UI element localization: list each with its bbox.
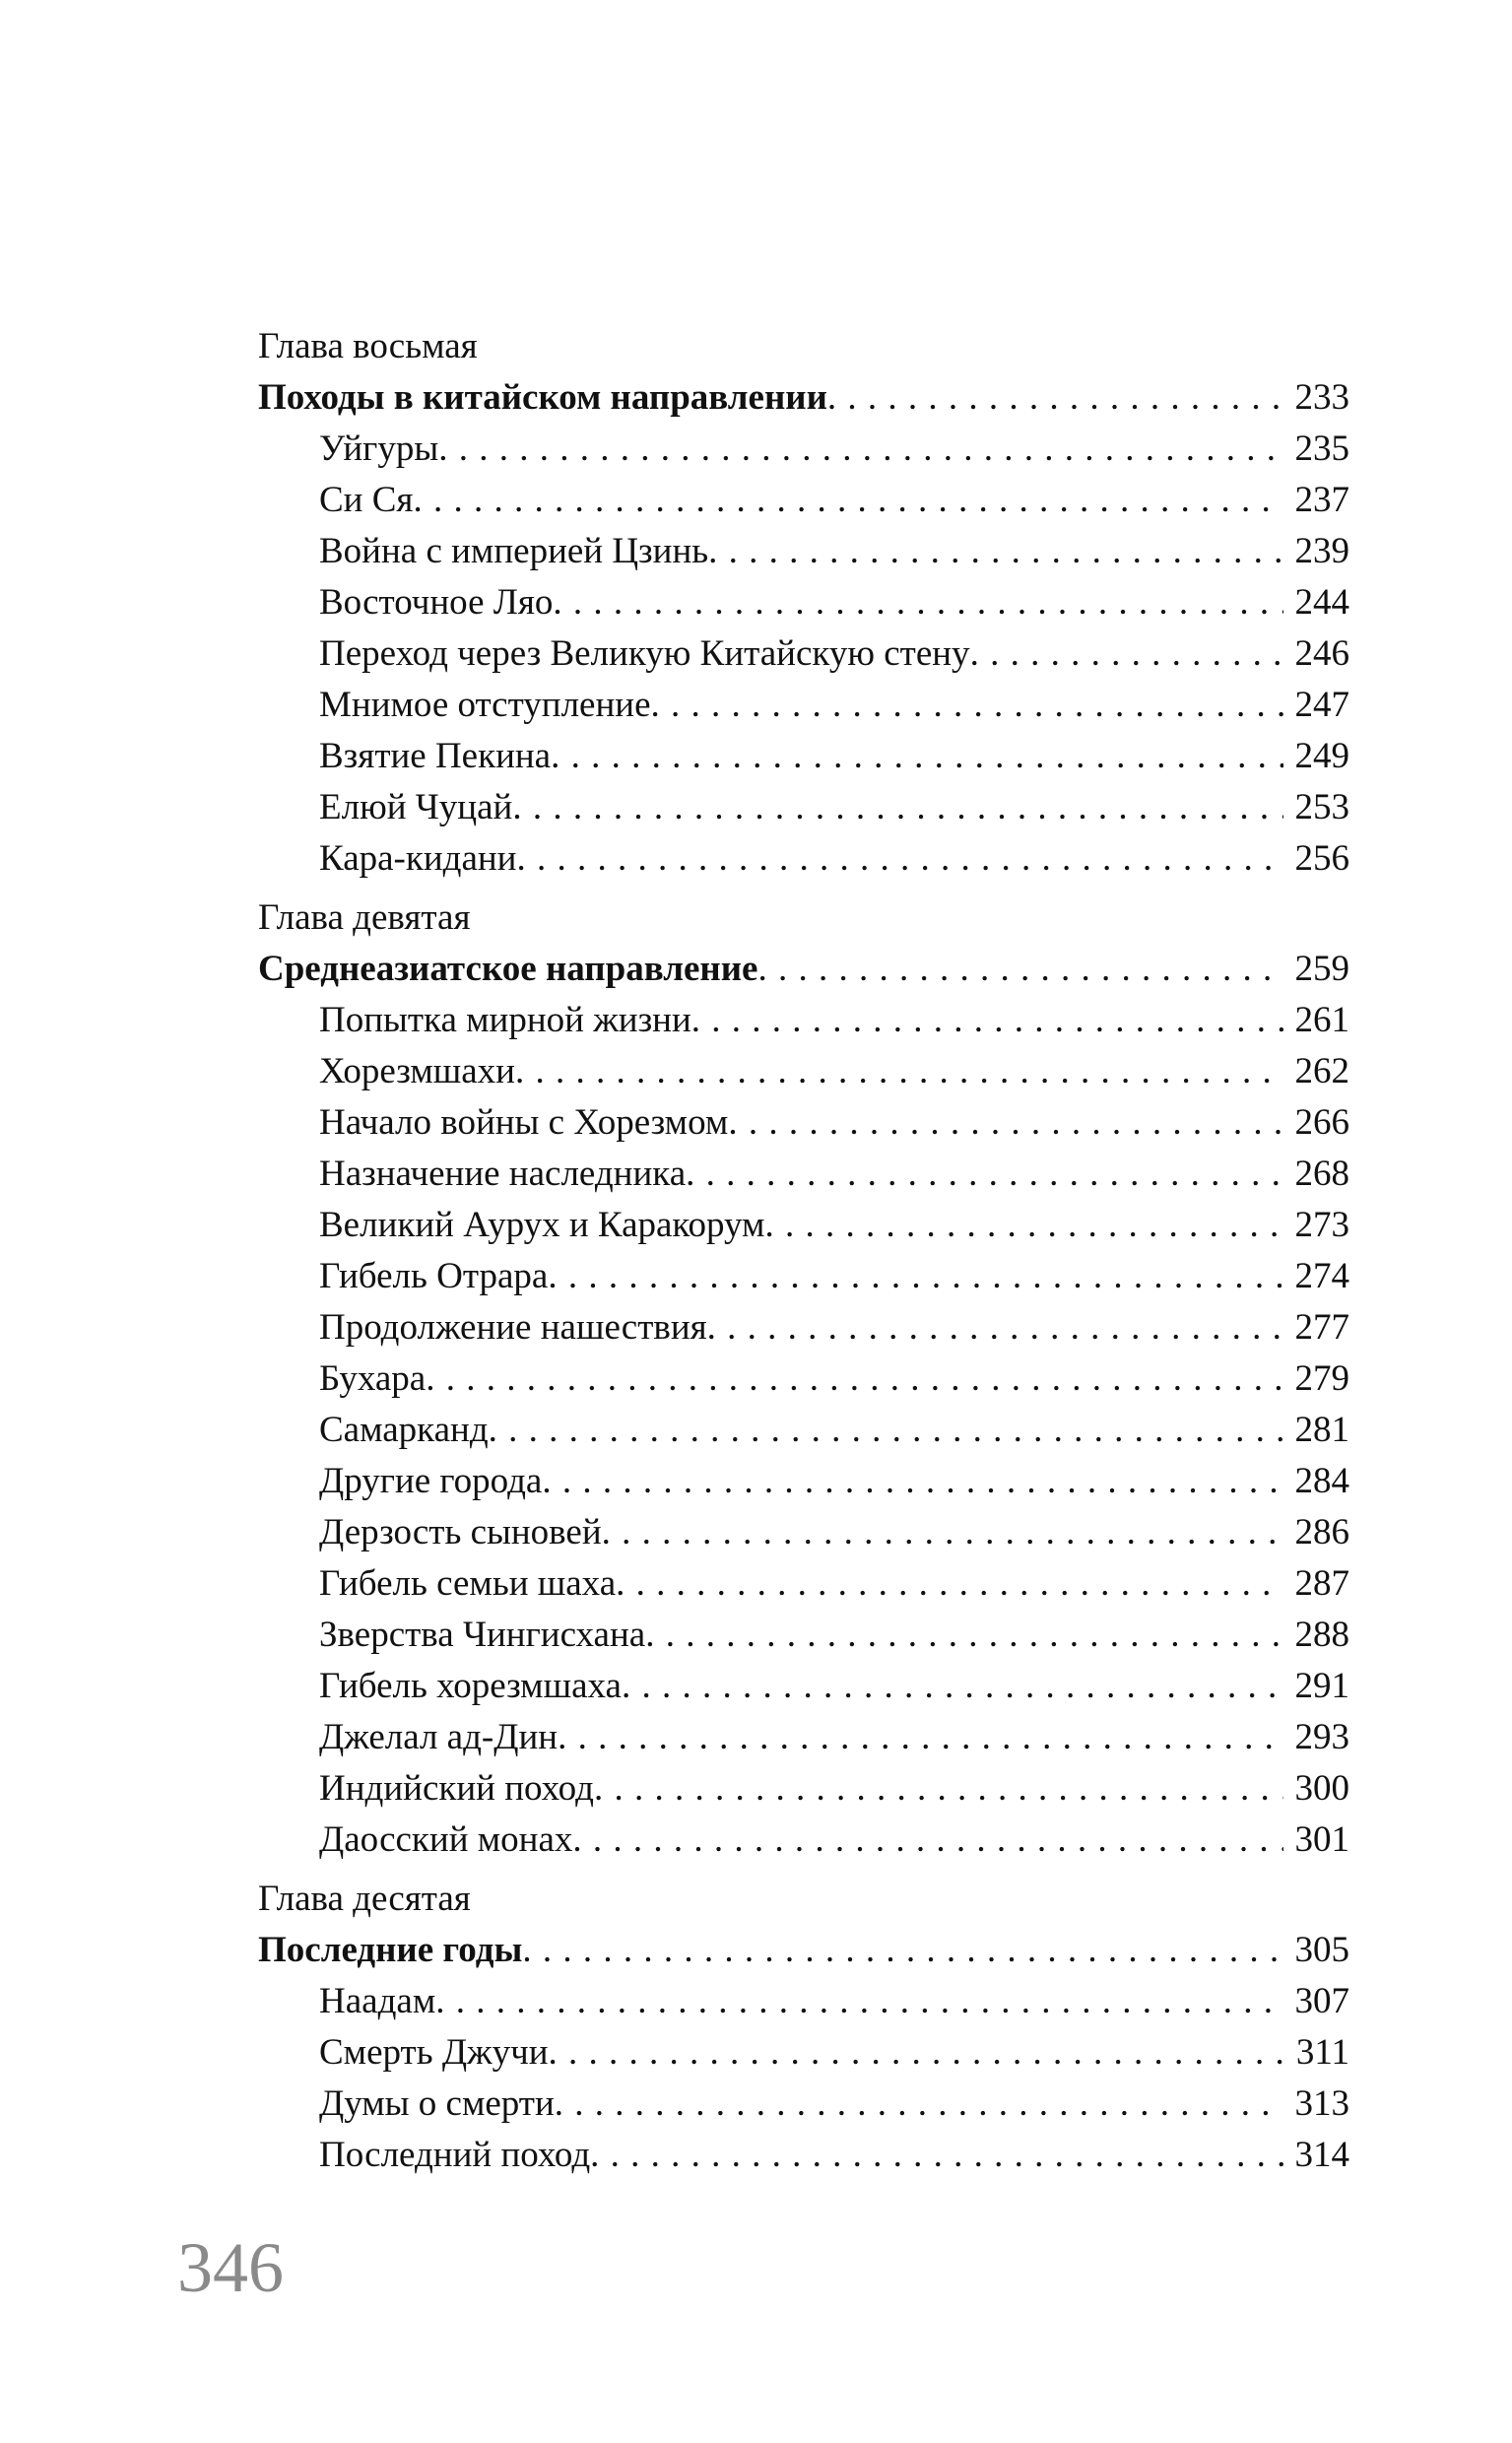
section-entry[interactable] — [258, 1046, 1349, 1097]
section-entry-page: 261 — [1283, 995, 1350, 1046]
section-entry[interactable] — [258, 475, 1349, 526]
section-entry-title: Даосский монах — [319, 1819, 573, 1860]
section-entry[interactable] — [258, 2130, 1349, 2181]
section-entry-page: 311 — [1284, 2027, 1349, 2079]
section-entry[interactable] — [258, 1976, 1349, 2027]
section-entry[interactable] — [258, 1302, 1349, 1354]
section-entry-page: 301 — [1283, 1815, 1350, 1866]
section-entry-title: Гибель семьи шаха — [319, 1563, 617, 1604]
section-entry-page: 247 — [1283, 680, 1350, 731]
section-entry[interactable] — [258, 424, 1349, 475]
section-entry[interactable] — [258, 628, 1349, 680]
dot-leader — [426, 1358, 1349, 1399]
dot-leader — [622, 1666, 1349, 1706]
dot-leader — [413, 480, 1349, 520]
section-entry-title: Си Ся — [319, 480, 414, 520]
section-entry[interactable] — [258, 731, 1349, 782]
dot-leader — [548, 1256, 1349, 1296]
section-entry[interactable] — [258, 1610, 1349, 1661]
dot-leader — [515, 1051, 1349, 1091]
dot-leader — [651, 685, 1350, 725]
section-entry[interactable] — [258, 1712, 1349, 1763]
chapter-entry-page: 305 — [1283, 1925, 1350, 1976]
section-entry-page: 253 — [1283, 782, 1350, 833]
dot-leader — [691, 1000, 1349, 1040]
section-entry-title: Переход через Великую Китайскую стену — [319, 633, 970, 674]
section-entry-title: Дерзость сыновей — [319, 1512, 602, 1552]
section-entry-page: 307 — [1283, 1976, 1350, 2027]
section-entry-title: Гибель Отрара — [319, 1256, 549, 1296]
section-entry-title: Великий Аурух и Каракорум — [319, 1205, 765, 1245]
section-entry[interactable] — [258, 1097, 1349, 1149]
dot-leader — [686, 1154, 1349, 1194]
section-entry-page: 293 — [1283, 1712, 1350, 1763]
section-entry-title: Самарканд — [319, 1410, 489, 1450]
dot-leader — [551, 736, 1349, 776]
section-entry-title: Восточное Ляо — [319, 582, 554, 623]
section-entry-title: Назначение наследника — [319, 1154, 687, 1194]
section-entry-page: 281 — [1283, 1405, 1350, 1456]
section-entry-title: Зверства Чингисхана — [319, 1615, 646, 1655]
section-entry[interactable] — [258, 1200, 1349, 1251]
section-entry-page: 314 — [1283, 2130, 1350, 2181]
dot-leader — [602, 1512, 1349, 1552]
section-entry-page: 287 — [1283, 1558, 1350, 1610]
section-entry-title: Хорезмшахи — [319, 1051, 515, 1091]
section-entry-title: Другие города — [319, 1461, 543, 1501]
section-entry[interactable] — [258, 833, 1349, 885]
section-entry[interactable] — [258, 1815, 1349, 1866]
section-entry[interactable] — [258, 1251, 1349, 1302]
chapter-entry-title: Походы в китайском направлении — [258, 377, 827, 418]
section-entry-page: 273 — [1283, 1200, 1350, 1251]
section-entry-title: Уйгуры — [319, 429, 439, 469]
dot-leader — [522, 1930, 1349, 1970]
dot-leader — [764, 1205, 1349, 1245]
chapter-entry-page: 233 — [1283, 372, 1350, 424]
chapter-entry-title: Среднеазиатское направление — [258, 949, 758, 989]
section-entry-title: Мнимое отступление — [319, 685, 651, 725]
section-entry-title: Джелал ад-Дин — [319, 1717, 559, 1757]
dot-leader — [542, 1461, 1349, 1501]
dot-leader — [590, 2135, 1349, 2175]
dot-leader — [757, 949, 1349, 989]
dot-leader — [594, 1768, 1349, 1809]
section-entry-title: Взятие Пекина — [319, 736, 552, 776]
dot-leader — [438, 429, 1349, 469]
section-entry-page: 262 — [1283, 1046, 1350, 1097]
section-entry[interactable] — [258, 1149, 1349, 1200]
section-entry-title: Бухара — [319, 1358, 427, 1399]
section-entry-title: Думы о смерти — [319, 2083, 555, 2124]
section-entry-page: 274 — [1283, 1251, 1350, 1302]
chapter-gap — [258, 885, 1349, 892]
dot-leader — [827, 377, 1349, 418]
dot-leader — [516, 838, 1349, 879]
section-entry[interactable] — [258, 1661, 1349, 1712]
section-entry-page: 239 — [1283, 526, 1350, 577]
section-entry-page: 284 — [1283, 1456, 1350, 1507]
section-entry-title: Последний поход — [319, 2135, 591, 2175]
section-entry[interactable] — [258, 2079, 1349, 2130]
dot-leader — [549, 2032, 1349, 2073]
section-entry-title: Начало войны с Хорезмом — [319, 1102, 729, 1143]
section-entry-page: 235 — [1283, 424, 1350, 475]
chapter-entry-page: 259 — [1283, 944, 1350, 995]
dot-leader — [555, 2083, 1349, 2124]
dot-leader — [645, 1615, 1349, 1655]
section-entry-page: 277 — [1283, 1302, 1350, 1354]
section-entry-page: 268 — [1283, 1149, 1350, 1200]
section-entry[interactable] — [258, 680, 1349, 731]
dot-leader — [572, 1819, 1349, 1860]
section-entry-page: 286 — [1283, 1507, 1350, 1558]
chapter-entry-title: Последние годы — [258, 1930, 523, 1970]
dot-leader — [435, 1981, 1349, 2021]
section-entry-title: Елюй Чуцай — [319, 787, 513, 827]
section-entry[interactable] — [258, 1405, 1349, 1456]
section-entry-title: Война с империей Цзинь — [319, 531, 709, 571]
chapter-entry[interactable] — [258, 944, 1349, 995]
section-entry-page: 256 — [1283, 833, 1350, 885]
section-entry[interactable] — [258, 2027, 1349, 2079]
section-entry[interactable] — [258, 1456, 1349, 1507]
page-number: 346 — [177, 2228, 284, 2307]
table-of-contents — [258, 321, 1349, 2181]
section-entry-title: Наадам — [319, 1981, 436, 2021]
section-entry-title: Попытка мирной жизни — [319, 1000, 691, 1040]
section-entry[interactable] — [258, 526, 1349, 577]
section-entry-page: 244 — [1283, 577, 1350, 628]
section-entry-page: 237 — [1283, 475, 1350, 526]
section-entry-title: Кара-кидани — [319, 838, 517, 879]
section-entry-page: 279 — [1283, 1354, 1350, 1405]
section-entry-page: 313 — [1283, 2079, 1350, 2130]
dot-leader — [489, 1410, 1349, 1450]
dot-leader — [707, 1307, 1349, 1348]
section-entry[interactable] — [258, 1558, 1349, 1610]
chapter-entry[interactable] — [258, 372, 1349, 424]
section-entry-page: 288 — [1283, 1610, 1350, 1661]
section-entry-page: 246 — [1283, 628, 1350, 680]
dot-leader — [616, 1563, 1349, 1604]
section-entry-title: Продолжение нашествия — [319, 1307, 707, 1348]
section-entry[interactable] — [258, 1763, 1349, 1815]
dot-leader — [728, 1102, 1349, 1143]
section-entry-page: 300 — [1283, 1763, 1350, 1815]
section-entry[interactable] — [258, 1354, 1349, 1405]
section-entry-page: 291 — [1283, 1661, 1350, 1712]
section-entry-page: 249 — [1283, 731, 1350, 782]
dot-leader — [512, 787, 1349, 827]
chapter-label: Глава восьмая — [258, 326, 478, 366]
section-entry[interactable] — [258, 782, 1349, 833]
dot-leader — [558, 1717, 1349, 1757]
section-entry[interactable] — [258, 1507, 1349, 1558]
dot-leader — [553, 582, 1349, 623]
section-entry-title: Смерть Джучи — [319, 2032, 549, 2073]
section-entry-page: 266 — [1283, 1097, 1350, 1149]
chapter-label: Глава десятая — [258, 1879, 471, 1919]
chapter-gap — [258, 1866, 1349, 1874]
chapter-label: Глава девятая — [258, 897, 471, 938]
section-entry[interactable] — [258, 577, 1349, 628]
dot-leader — [708, 531, 1349, 571]
section-entry[interactable] — [258, 995, 1349, 1046]
section-entry-title: Индийский поход — [319, 1768, 594, 1809]
chapter-entry[interactable] — [258, 1925, 1349, 1976]
section-entry-title: Гибель хорезмшаха — [319, 1666, 622, 1706]
